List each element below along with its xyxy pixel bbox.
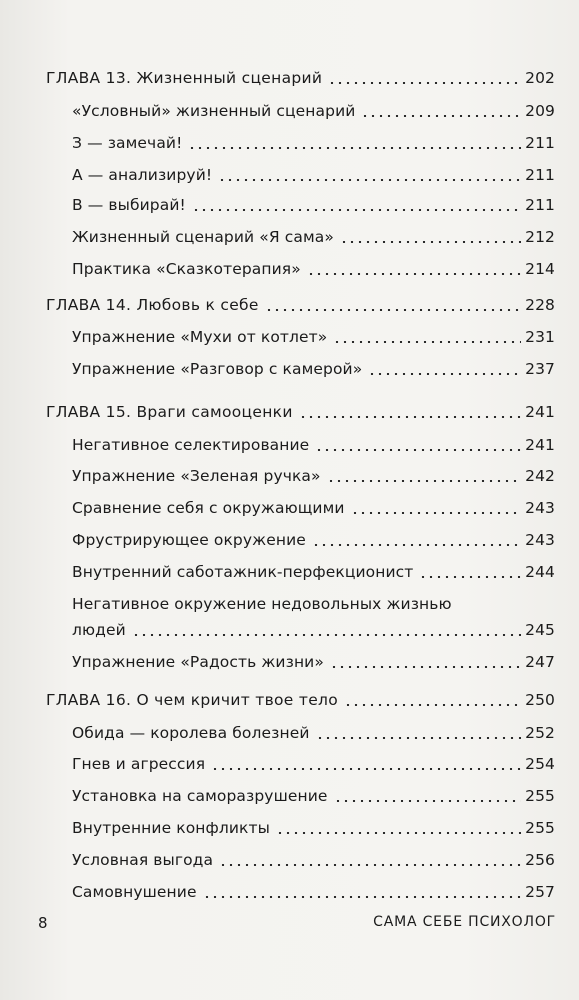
toc-entry-title: ГЛАВА 15. Враги самооценки (46, 403, 293, 421)
toc-page-number: 212 (525, 228, 555, 246)
dot-leader (312, 544, 521, 546)
toc-page-number: 228 (525, 296, 555, 314)
toc-entry (0, 354, 579, 384)
toc-entry-title: Сравнение себя с окружающими (72, 499, 345, 517)
dot-leader (265, 309, 521, 311)
dot-leader (218, 179, 521, 181)
dot-leader (299, 416, 521, 418)
toc-entry (0, 222, 579, 252)
toc-entry (0, 96, 579, 126)
toc-entry (0, 749, 579, 779)
dot-leader (276, 832, 521, 834)
toc-entry-title: людей (72, 621, 126, 639)
toc-entry (0, 160, 579, 190)
toc-entry (0, 877, 579, 907)
toc-page-number: 255 (525, 787, 555, 805)
toc-entry-title: Жизненный сценарий «Я сама» (72, 228, 334, 246)
toc-entry (0, 493, 579, 523)
toc-page-number: 256 (525, 851, 555, 869)
toc-page-number: 245 (525, 621, 555, 639)
toc-entry-title: Гнев и агрессия (72, 755, 206, 773)
toc-entry-title: Практика «Сказкотерапия» (72, 260, 301, 278)
running-title: САМА СЕБЕ ПСИХОЛОГ (373, 914, 556, 930)
toc-entry (0, 813, 579, 843)
toc-entry (0, 254, 579, 284)
dot-leader (316, 737, 521, 739)
toc-page-number: 243 (525, 531, 555, 549)
toc-chapter (0, 63, 579, 93)
toc-entry-title: Внутренний саботажник-перфекционист (72, 563, 414, 581)
page-number: 8 (38, 914, 48, 932)
dot-leader (132, 634, 521, 636)
dot-leader (188, 147, 521, 149)
toc-page-number: 214 (525, 260, 555, 278)
toc-entry-title: «Условный» жизненный сценарий (72, 102, 356, 120)
toc-page-number: 211 (525, 166, 555, 184)
toc-entry (0, 557, 579, 587)
toc-chapter (0, 685, 579, 715)
dot-leader (340, 241, 521, 243)
dot-leader (307, 273, 521, 275)
toc-page-number: 243 (525, 499, 555, 517)
toc-chapter (0, 290, 579, 320)
toc-entry-title: А — анализируй! (72, 166, 213, 184)
toc-entry-title: ГЛАВА 13. Жизненный сценарий (46, 69, 323, 87)
toc-entry (0, 647, 579, 677)
toc-entry (0, 430, 579, 460)
toc-entry (0, 615, 579, 645)
toc-page-number: 241 (525, 403, 555, 421)
dot-leader (330, 666, 521, 668)
toc-page-number: 211 (525, 134, 555, 152)
toc-entry-title: Самовнушение (72, 883, 197, 901)
toc-page-number: 209 (525, 102, 555, 120)
toc-page-number: 257 (525, 883, 555, 901)
dot-leader (333, 341, 521, 343)
dot-leader (327, 480, 521, 482)
toc-page-number: 211 (525, 196, 555, 214)
toc-page-number: 202 (525, 69, 555, 87)
toc-page-number: 252 (525, 724, 555, 742)
toc-entry (0, 845, 579, 875)
toc-page-number: 255 (525, 819, 555, 837)
toc-entry-title: Внутренние конфликты (72, 819, 270, 837)
toc-entry-title: Негативное окружение недовольных жизнью (72, 595, 452, 613)
toc-entry (0, 322, 579, 352)
toc-entry-title: Упражнение «Мухи от котлет» (72, 328, 328, 346)
dot-leader (334, 800, 521, 802)
toc-entry (0, 190, 579, 220)
toc-entry (0, 128, 579, 158)
toc-chapter (0, 397, 579, 427)
toc-entry-title: Фрустрирующее окружение (72, 531, 306, 549)
toc-entry-title: З — замечай! (72, 134, 183, 152)
toc-entry-title: В — выбирай! (72, 196, 186, 214)
toc-page-number: 231 (525, 328, 555, 346)
toc-entry-title: Упражнение «Радость жизни» (72, 653, 324, 671)
toc-entry-title: Негативное селектирование (72, 436, 310, 454)
toc-entry-title: ГЛАВА 14. Любовь к себе (46, 296, 259, 314)
dot-leader (211, 768, 521, 770)
toc-entry-title: Установка на саморазрушение (72, 787, 328, 805)
toc-entry (0, 525, 579, 555)
toc-entry-title: Обида — королева болезней (72, 724, 310, 742)
dot-leader (219, 864, 521, 866)
toc-entry (0, 781, 579, 811)
toc-entry (0, 461, 579, 491)
toc-page-number: 244 (525, 563, 555, 581)
dot-leader (328, 82, 521, 84)
toc-entry (0, 718, 579, 748)
dot-leader (315, 449, 521, 451)
toc-page-number: 247 (525, 653, 555, 671)
dot-leader (192, 209, 521, 211)
toc-page-number: 250 (525, 691, 555, 709)
toc-page-number: 242 (525, 467, 555, 485)
toc-entry-title: ГЛАВА 16. О чем кричит твое тело (46, 691, 339, 709)
toc-page-number: 237 (525, 360, 555, 378)
toc-page-number: 254 (525, 755, 555, 773)
toc-entry-title: Упражнение «Разговор с камерой» (72, 360, 363, 378)
dot-leader (203, 896, 521, 898)
toc-page-number: 241 (525, 436, 555, 454)
toc-entry-title: Упражнение «Зеленая ручка» (72, 467, 321, 485)
toc-entry-title: Условная выгода (72, 851, 214, 869)
